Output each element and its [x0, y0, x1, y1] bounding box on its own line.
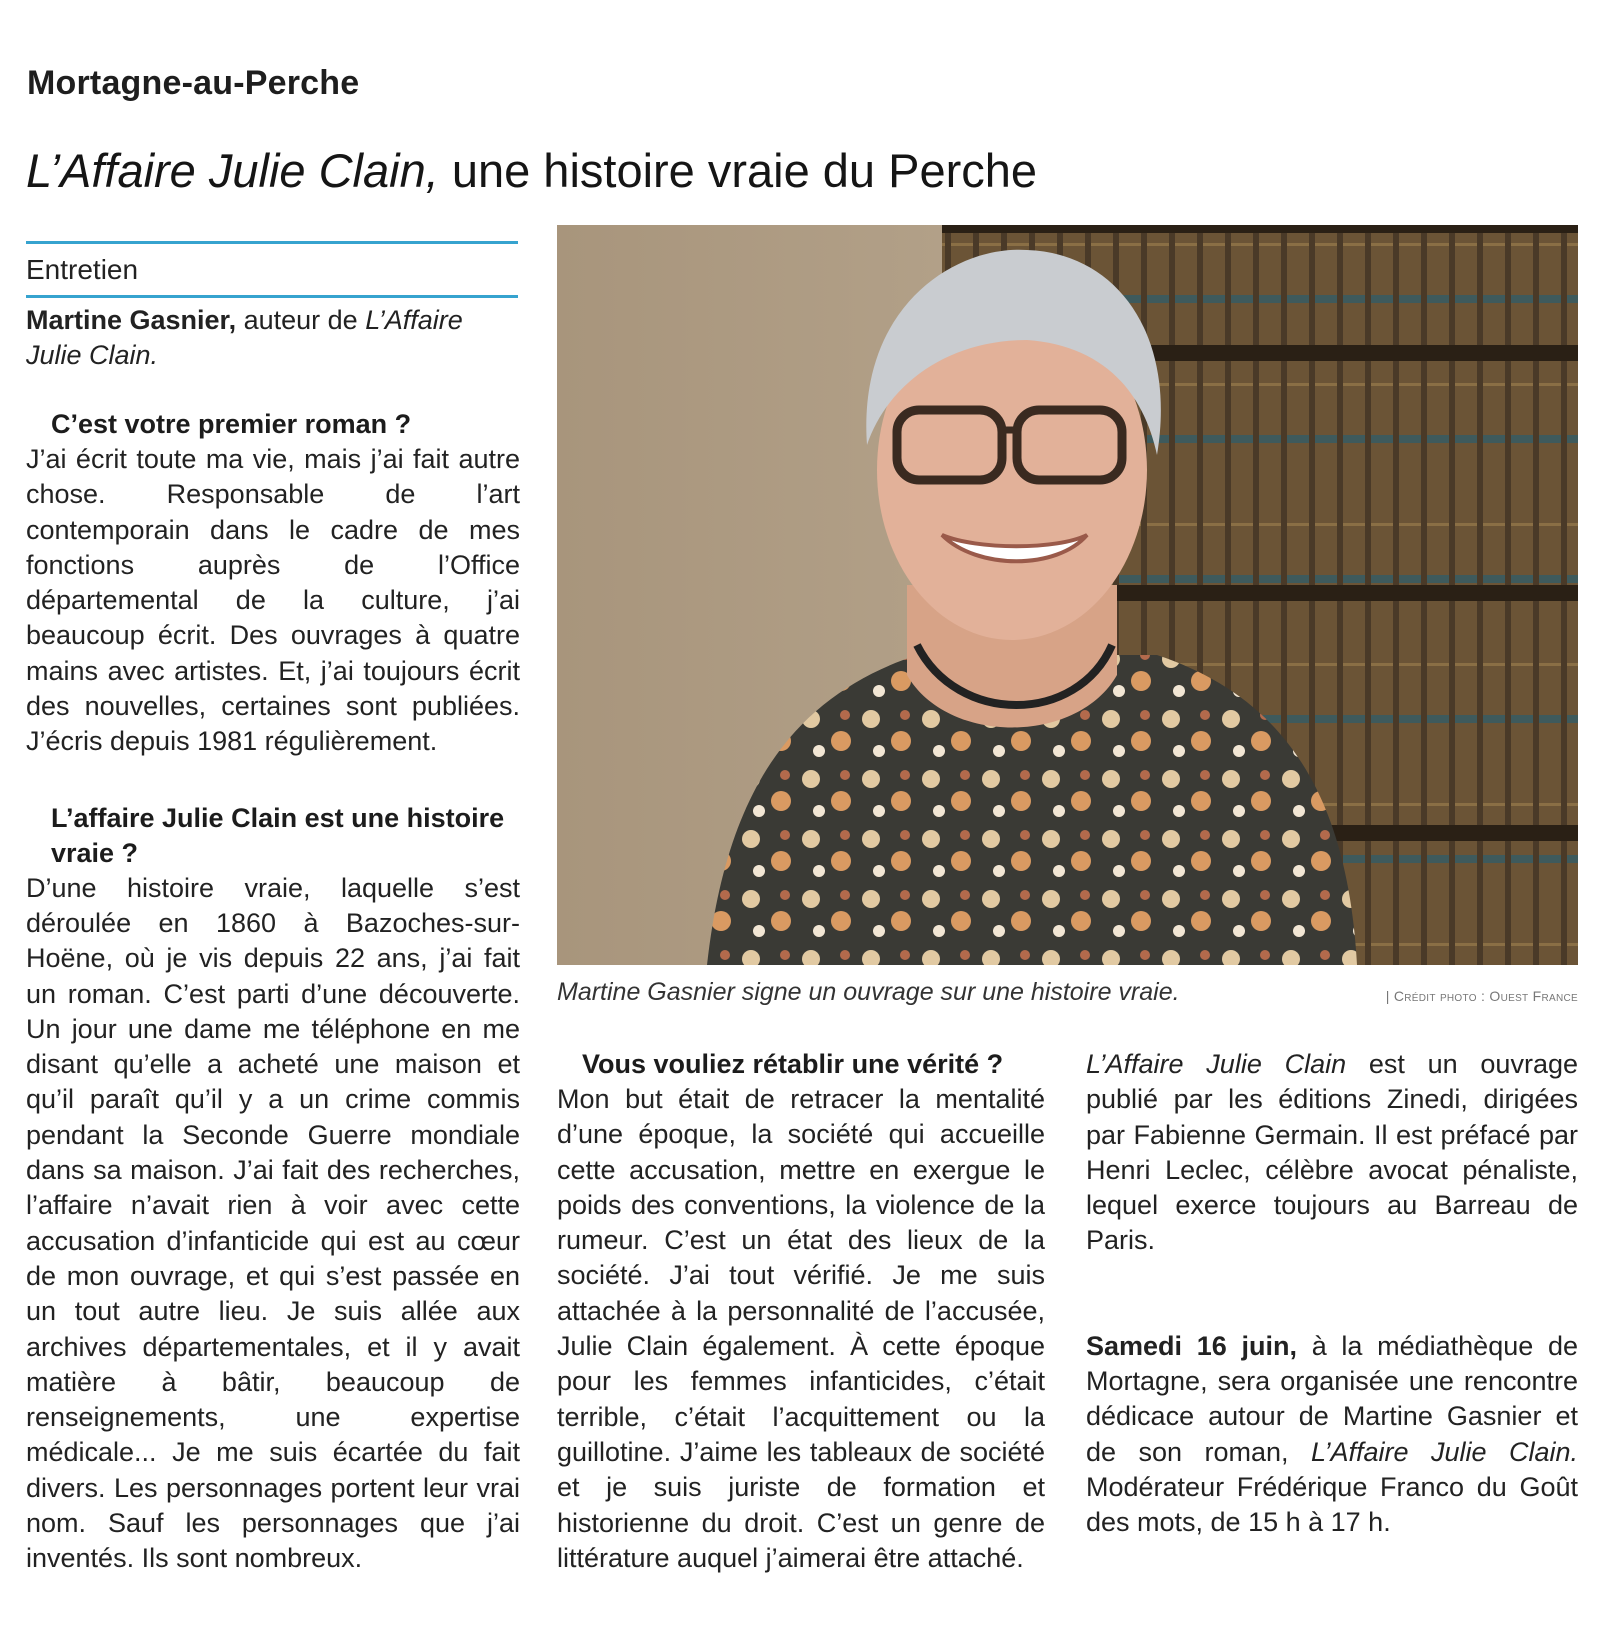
- event-text: à la médiathèque de Mortagne, sera organisée une rencontre dédicace autour de Martine Gasnier et de son roman,: [1086, 1330, 1578, 1467]
- section-rule-top: [26, 241, 518, 244]
- section-rule-bottom: [26, 295, 518, 298]
- paragraph-gap: [26, 760, 520, 801]
- question-2: L’affaire Julie Clain est une histoire vraie ?: [51, 802, 505, 868]
- photo-credit: | Crédit photo : Ouest France: [1385, 988, 1578, 1004]
- byline: [26, 303, 520, 373]
- event-info: [1086, 1329, 1578, 1541]
- headline-book-title: L’Affaire Julie Clain,: [26, 144, 439, 197]
- answer-1: J’ai écrit toute ma vie, mais j’ai fait autre chose. Responsable de l’art contemporain dans le cadre de mes fonctions auprès de l’Office départemental de la culture, j’ai beaucoup écrit. Des ouvrages à quatre mains avec artistes. Et, j’ai toujours écrit des nouvelles, certaines sont publiées. J’écris depuis 1981 régulièrement.: [26, 444, 520, 757]
- book-info: [1086, 1047, 1578, 1259]
- book-info-title: L’Affaire Julie Clain: [1086, 1049, 1347, 1079]
- portrait-photo: [557, 225, 1578, 965]
- photo-caption: Martine Gasnier signe un ouvrage sur une histoire vraie.: [557, 978, 1180, 1006]
- headline-rest: une histoire vraie du Perche: [438, 144, 1038, 197]
- event-book-title: L’Affaire Julie Clain.: [1310, 1436, 1578, 1467]
- column-2: [557, 1047, 1045, 1576]
- locality-heading: Mortagne-au-Perche: [27, 64, 360, 102]
- portrait-illustration: [557, 225, 1578, 965]
- headline: [26, 143, 1566, 198]
- question-3: Vous vouliez rétablir une vérité ?: [582, 1049, 1004, 1079]
- question-1: C’est votre premier roman ?: [51, 409, 412, 439]
- answer-3: Mon but était de retracer la mentalité d’une époque, la société qui accueille cette accusation, mettre en exergue le poids des conventions, la violence de la rumeur. C’est un état des lieux de la société. J’ai tout vérifié. Je me suis attachée à la personnalité de l’accusée, Julie Clain également. À cette époque pour les femmes infanticides, c’était terrible, c’était l’acquittement ou la guillotine. J’aime les tableaux de société et je suis juriste de formation et historienne du droit. C’est un genre de littérature auquel j’aimerai être attaché.: [557, 1084, 1045, 1573]
- column-1: [26, 407, 520, 1577]
- paragraph-gap: [1086, 1259, 1578, 1329]
- byline-connector: auteur de: [236, 305, 366, 335]
- answer-2: D’une histoire vraie, laquelle s’est déroulée en 1860 à Bazoches-sur-Hoëne, où je vis depuis 22 ans, j’ai fait un roman. C’est parti d’une découverte. Un jour une dame me téléphone en me disant qu’elle a acheté une maison et qu’il paraît qu’il y a un crime commis pendant la Seconde Guerre mondiale dans sa maison. J’ai fait des recherches, l’affaire n’avait rien à voir avec cette accusation d’infanticide qui est au cœur de mon ouvrage, et qui s’est passée en un tout autre lieu. Je suis allée aux archives départementales, et il y avait matière à bâtir, beaucoup de renseignements, une expertise médicale... Je me suis écartée du fait divers. Les personnages portent leur vrai nom. Sauf les personnages que j’ai inventés. Ils sont nombreux.: [26, 872, 520, 1574]
- column-3: [1086, 1047, 1578, 1541]
- event-date: Samedi 16 juin,: [1086, 1330, 1297, 1361]
- byline-author: Martine Gasnier,: [26, 305, 237, 335]
- event-text-end: Modérateur Frédérique Franco du Goût des mots, de 15 h à 17 h.: [1086, 1471, 1578, 1538]
- section-label: Entretien: [26, 254, 139, 285]
- book-info-text: est un ouvrage publié par les éditions Zinedi, dirigées par Fabienne Germain. Il est préfacé par Henri Leclec, célèbre avocat pénaliste, lequel exerce toujours au Barreau de Paris.: [1086, 1049, 1578, 1256]
- byline-book-title: L’Affaire Julie Clain.: [26, 305, 463, 370]
